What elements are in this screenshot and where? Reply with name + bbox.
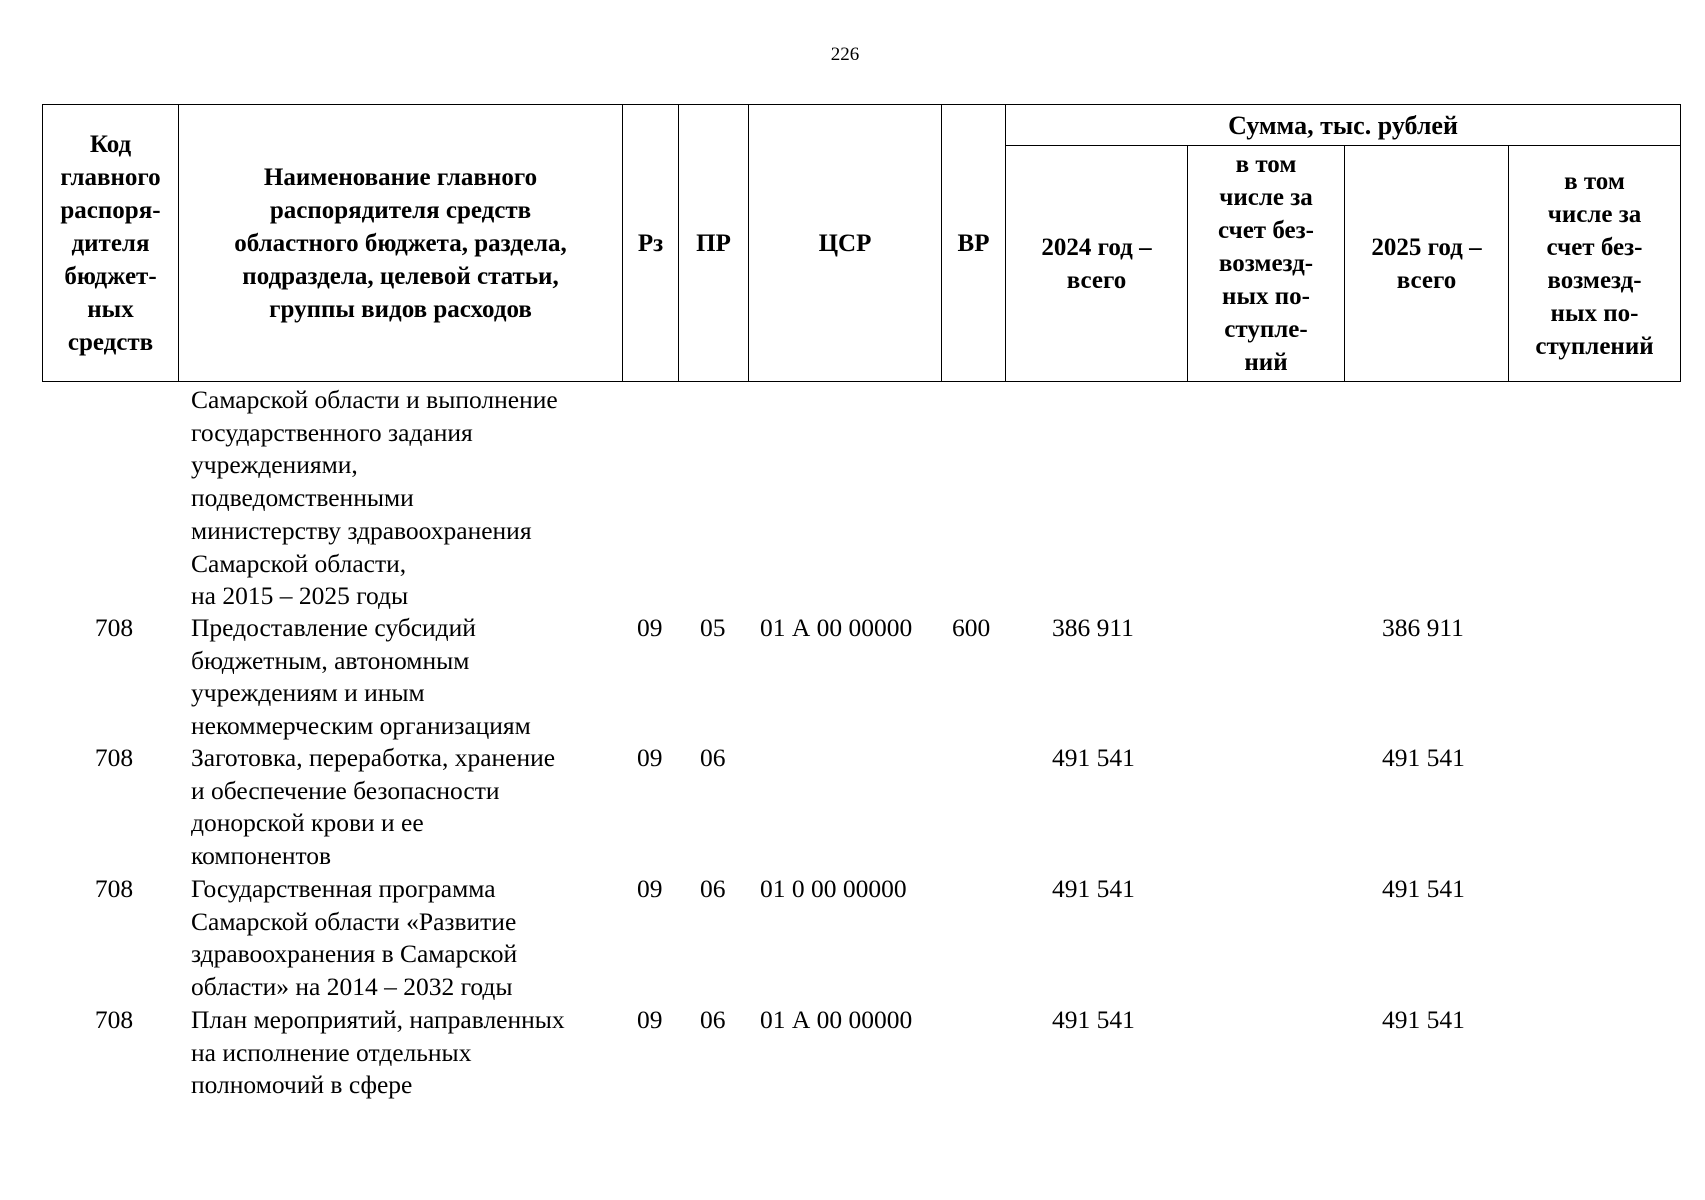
- row-name: Самарской области и выполнение государственного задания учреждениями, подведомственными министерству здравоохранения Самарской области, на 2015 – 2025 годы: [191, 385, 558, 611]
- header-2025-total: 2025 год – всего: [1345, 146, 1509, 382]
- row-name: Заготовка, переработка, хранение и обеспечение безопасности донорской крови и ее компонентов: [191, 743, 556, 871]
- row-rz: 09: [637, 874, 663, 903]
- row-csr: 01 А 00 00000: [760, 1005, 913, 1034]
- row-2025-total: 386 911: [1382, 613, 1464, 642]
- row-2025-total: 491 541: [1382, 1005, 1465, 1034]
- row-rz: 09: [637, 613, 663, 642]
- header-code: Код главного распоря- дителя бюджет- ных средств: [43, 105, 179, 382]
- row-code: 708: [94, 613, 134, 642]
- header-pr: ПР: [679, 105, 749, 382]
- row-pr: 05: [700, 613, 726, 642]
- table-header: [42, 104, 1681, 382]
- row-name: Предоставление субсидий бюджетным, автономным учреждениям и иным некоммерческим организациям: [191, 613, 531, 741]
- header-csr: ЦСР: [749, 105, 942, 382]
- header-sum: Сумма, тыс. рублей: [1006, 105, 1681, 146]
- row-csr: 01 0 00 00000: [760, 874, 907, 903]
- row-name: План мероприятий, направленных на исполнение отдельных полномочий в сфере: [191, 1005, 565, 1100]
- row-2024-total: 386 911: [1052, 613, 1134, 642]
- header-2024-free: в том числе за счет без- возмезд- ных по- ступле- ний: [1188, 146, 1345, 382]
- row-csr: 01 А 00 00000: [760, 613, 913, 642]
- header-name: Наименование главного распорядителя средств областного бюджета, раздела, подраздела, целевой статьи, группы видов расходов: [179, 105, 623, 382]
- row-rz: 09: [637, 743, 663, 772]
- row-2024-total: 491 541: [1052, 1005, 1135, 1034]
- row-pr: 06: [700, 874, 726, 903]
- header-vr: ВР: [942, 105, 1006, 382]
- row-rz: 09: [637, 1005, 663, 1034]
- row-code: 708: [94, 1005, 134, 1034]
- row-code: 708: [94, 874, 134, 903]
- row-vr: 600: [952, 613, 991, 642]
- row-2024-total: 491 541: [1052, 874, 1135, 903]
- header-2025-free: в том числе за счет без- возмезд- ных по- ступлений: [1509, 146, 1681, 382]
- row-pr: 06: [700, 743, 726, 772]
- row-pr: 06: [700, 1005, 726, 1034]
- row-2025-total: 491 541: [1382, 743, 1465, 772]
- row-2025-total: 491 541: [1382, 874, 1465, 903]
- header-rz: Рз: [623, 105, 679, 382]
- row-code: 708: [94, 743, 134, 772]
- row-2024-total: 491 541: [1052, 743, 1135, 772]
- header-2024-total: 2024 год – всего: [1006, 146, 1188, 382]
- page-number: 226: [830, 44, 860, 65]
- row-name: Государственная программа Самарской области «Развитие здравоохранения в Самарской области» на 2014 – 2032 годы: [191, 874, 518, 1002]
